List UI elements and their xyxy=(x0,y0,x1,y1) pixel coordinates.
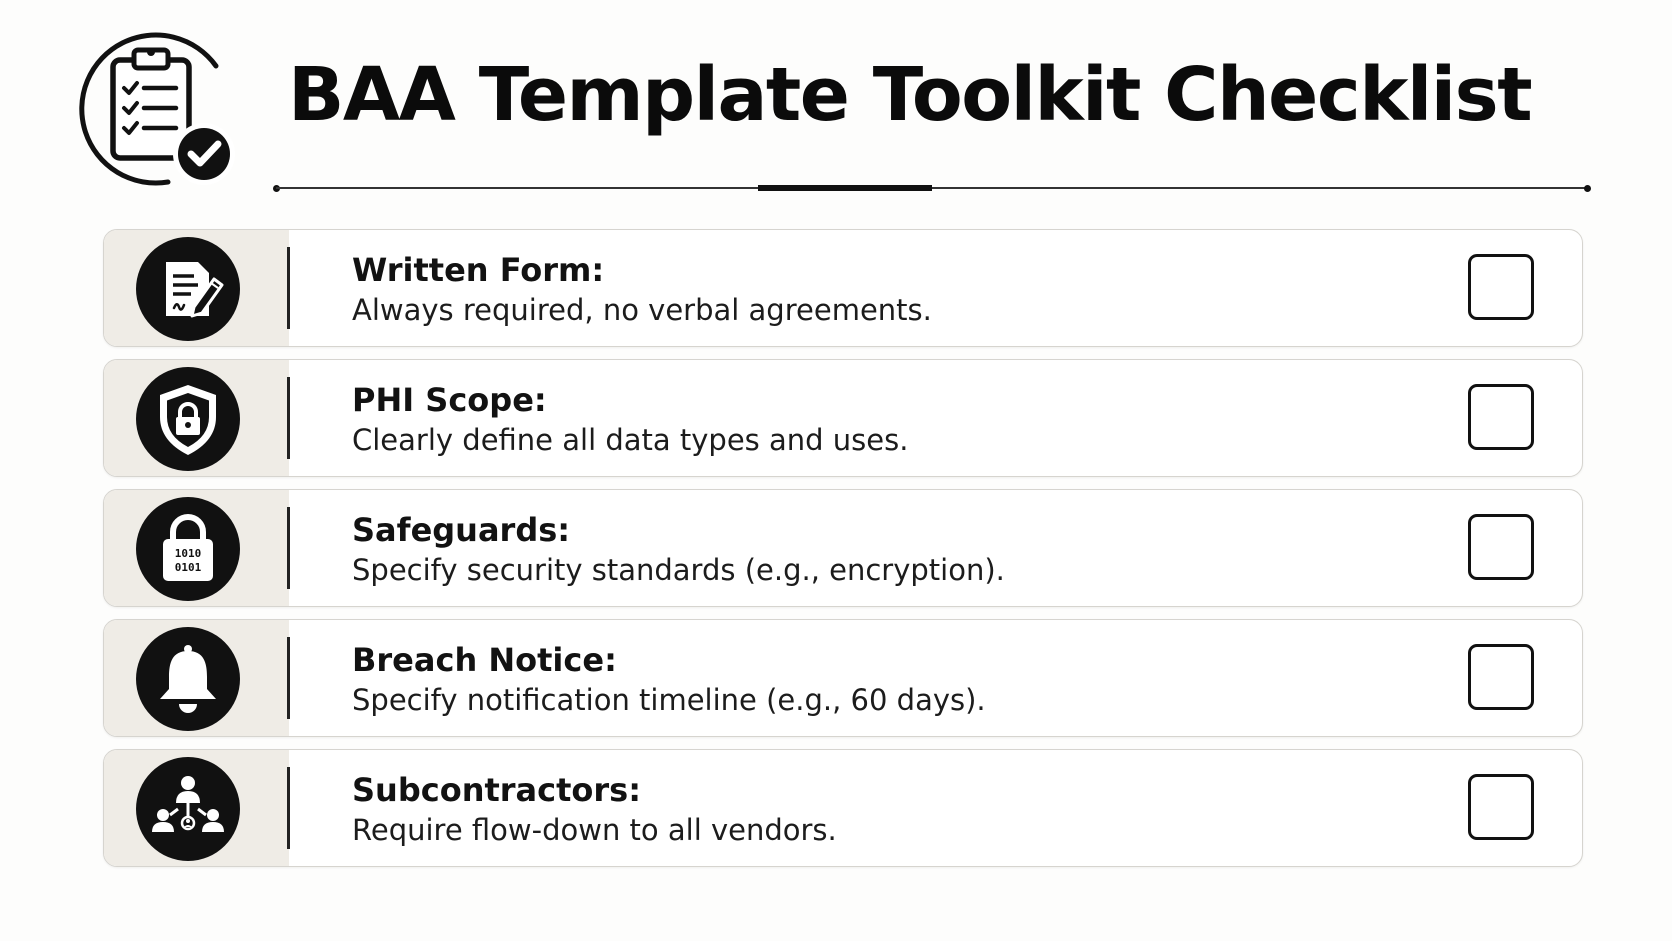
item-icon-panel xyxy=(104,230,289,346)
padlock-binary-line-1: 1010 xyxy=(174,547,202,560)
clipboard-checklist-icon xyxy=(76,26,244,194)
checklist-item-subcontractors xyxy=(103,749,1583,867)
item-checkbox-subcontractors[interactable] xyxy=(1468,774,1534,840)
binary-padlock-icon xyxy=(136,497,240,601)
item-title: PHI Scope: xyxy=(352,381,547,419)
page-title: BAA Template Toolkit Checklist xyxy=(288,52,1532,138)
item-description: Require flow-down to all vendors. xyxy=(352,813,837,847)
padlock-binary-line-2: 0101 xyxy=(174,561,202,574)
item-title: Safeguards: xyxy=(352,511,571,549)
item-checkbox-written-form[interactable] xyxy=(1468,254,1534,320)
item-checkbox-phi-scope[interactable] xyxy=(1468,384,1534,450)
checklist-item-written-form xyxy=(103,229,1583,347)
shield-lock-icon xyxy=(136,367,240,471)
item-title: Breach Notice: xyxy=(352,641,617,679)
item-separator xyxy=(287,637,290,719)
item-checkbox-breach-notice[interactable] xyxy=(1468,644,1534,710)
item-title: Written Form: xyxy=(352,251,605,289)
item-icon-panel xyxy=(104,620,289,736)
item-text xyxy=(352,380,1402,460)
divider-right-dot xyxy=(1584,185,1591,192)
item-separator xyxy=(287,507,290,589)
item-text xyxy=(352,770,1402,850)
checklist-item-safeguards xyxy=(103,489,1583,607)
bell-icon xyxy=(136,627,240,731)
item-description: Specify notification timeline (e.g., 60 days). xyxy=(352,683,986,717)
item-description: Clearly define all data types and uses. xyxy=(352,423,909,457)
checklist-item-phi-scope xyxy=(103,359,1583,477)
item-text xyxy=(352,640,1402,720)
item-text xyxy=(352,510,1402,590)
item-separator xyxy=(287,377,290,459)
signed-document-icon xyxy=(136,237,240,341)
item-icon-panel xyxy=(104,750,289,866)
network-people-icon xyxy=(136,757,240,861)
item-checkbox-safeguards[interactable] xyxy=(1468,514,1534,580)
item-separator xyxy=(287,767,290,849)
item-icon-panel xyxy=(104,360,289,476)
title-divider-accent xyxy=(758,185,932,191)
checklist xyxy=(103,229,1583,879)
item-description: Always required, no verbal agreements. xyxy=(352,293,932,327)
title-divider xyxy=(276,187,1588,189)
item-description: Specify security standards (e.g., encryption). xyxy=(352,553,1005,587)
item-separator xyxy=(287,247,290,329)
item-text xyxy=(352,250,1402,330)
item-icon-panel xyxy=(104,490,289,606)
item-title: Subcontractors: xyxy=(352,771,642,809)
checklist-item-breach-notice xyxy=(103,619,1583,737)
